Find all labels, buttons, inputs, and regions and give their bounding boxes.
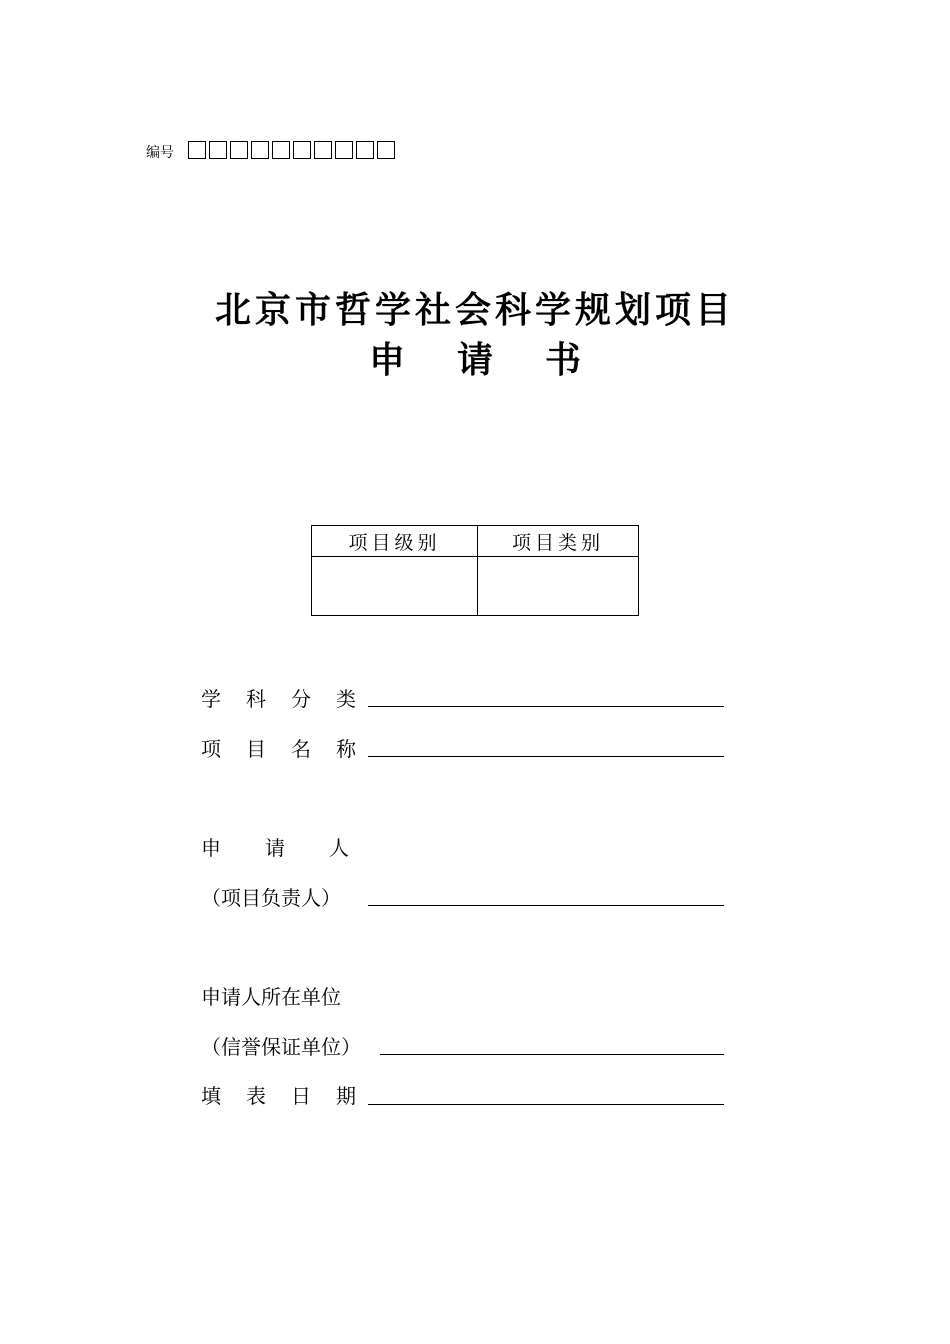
document-subtitle [0, 332, 950, 383]
project-type-cell[interactable] [478, 557, 639, 616]
document-title: 北京市哲学社会科学规划项目 [214, 290, 735, 331]
discipline-label: 学科分类 [201, 687, 381, 711]
applicant-label: 申请人 [201, 836, 393, 860]
serial-digit-box[interactable] [251, 141, 269, 159]
serial-digit-box[interactable] [335, 141, 353, 159]
project-level-header: 项目级别 [312, 526, 478, 557]
serial-digit-box[interactable] [272, 141, 290, 159]
serial-digit-box[interactable] [314, 141, 332, 159]
serial-digit-box[interactable] [188, 141, 206, 159]
serial-digit-box[interactable] [230, 141, 248, 159]
subtitle-char: 书 [545, 340, 582, 381]
serial-digit-box[interactable] [209, 141, 227, 159]
serial-number-label: 编号 [146, 145, 174, 161]
serial-digit-box[interactable] [356, 141, 374, 159]
applicant-sub-label: （项目负责人） [201, 886, 341, 910]
project-name-field[interactable] [368, 756, 724, 757]
serial-digit-box[interactable] [377, 141, 395, 159]
serial-digit-box[interactable] [293, 141, 311, 159]
project-category-table [311, 525, 639, 616]
fill-date-label: 填表日期 [201, 1084, 381, 1108]
applicant-unit-label: 申请人所在单位 [201, 985, 341, 1009]
applicant-field[interactable] [368, 905, 724, 906]
serial-number-boxes[interactable] [188, 141, 398, 159]
subtitle-char: 请 [456, 340, 493, 381]
discipline-field[interactable] [368, 706, 724, 707]
project-type-header: 项目类别 [478, 526, 639, 557]
subtitle-char: 申 [368, 340, 405, 381]
project-level-cell[interactable] [312, 557, 478, 616]
fill-date-field[interactable] [368, 1104, 724, 1105]
applicant-unit-sub-label: （信誉保证单位） [201, 1035, 361, 1059]
applicant-unit-field[interactable] [380, 1054, 724, 1055]
project-name-label: 项目名称 [201, 737, 381, 761]
